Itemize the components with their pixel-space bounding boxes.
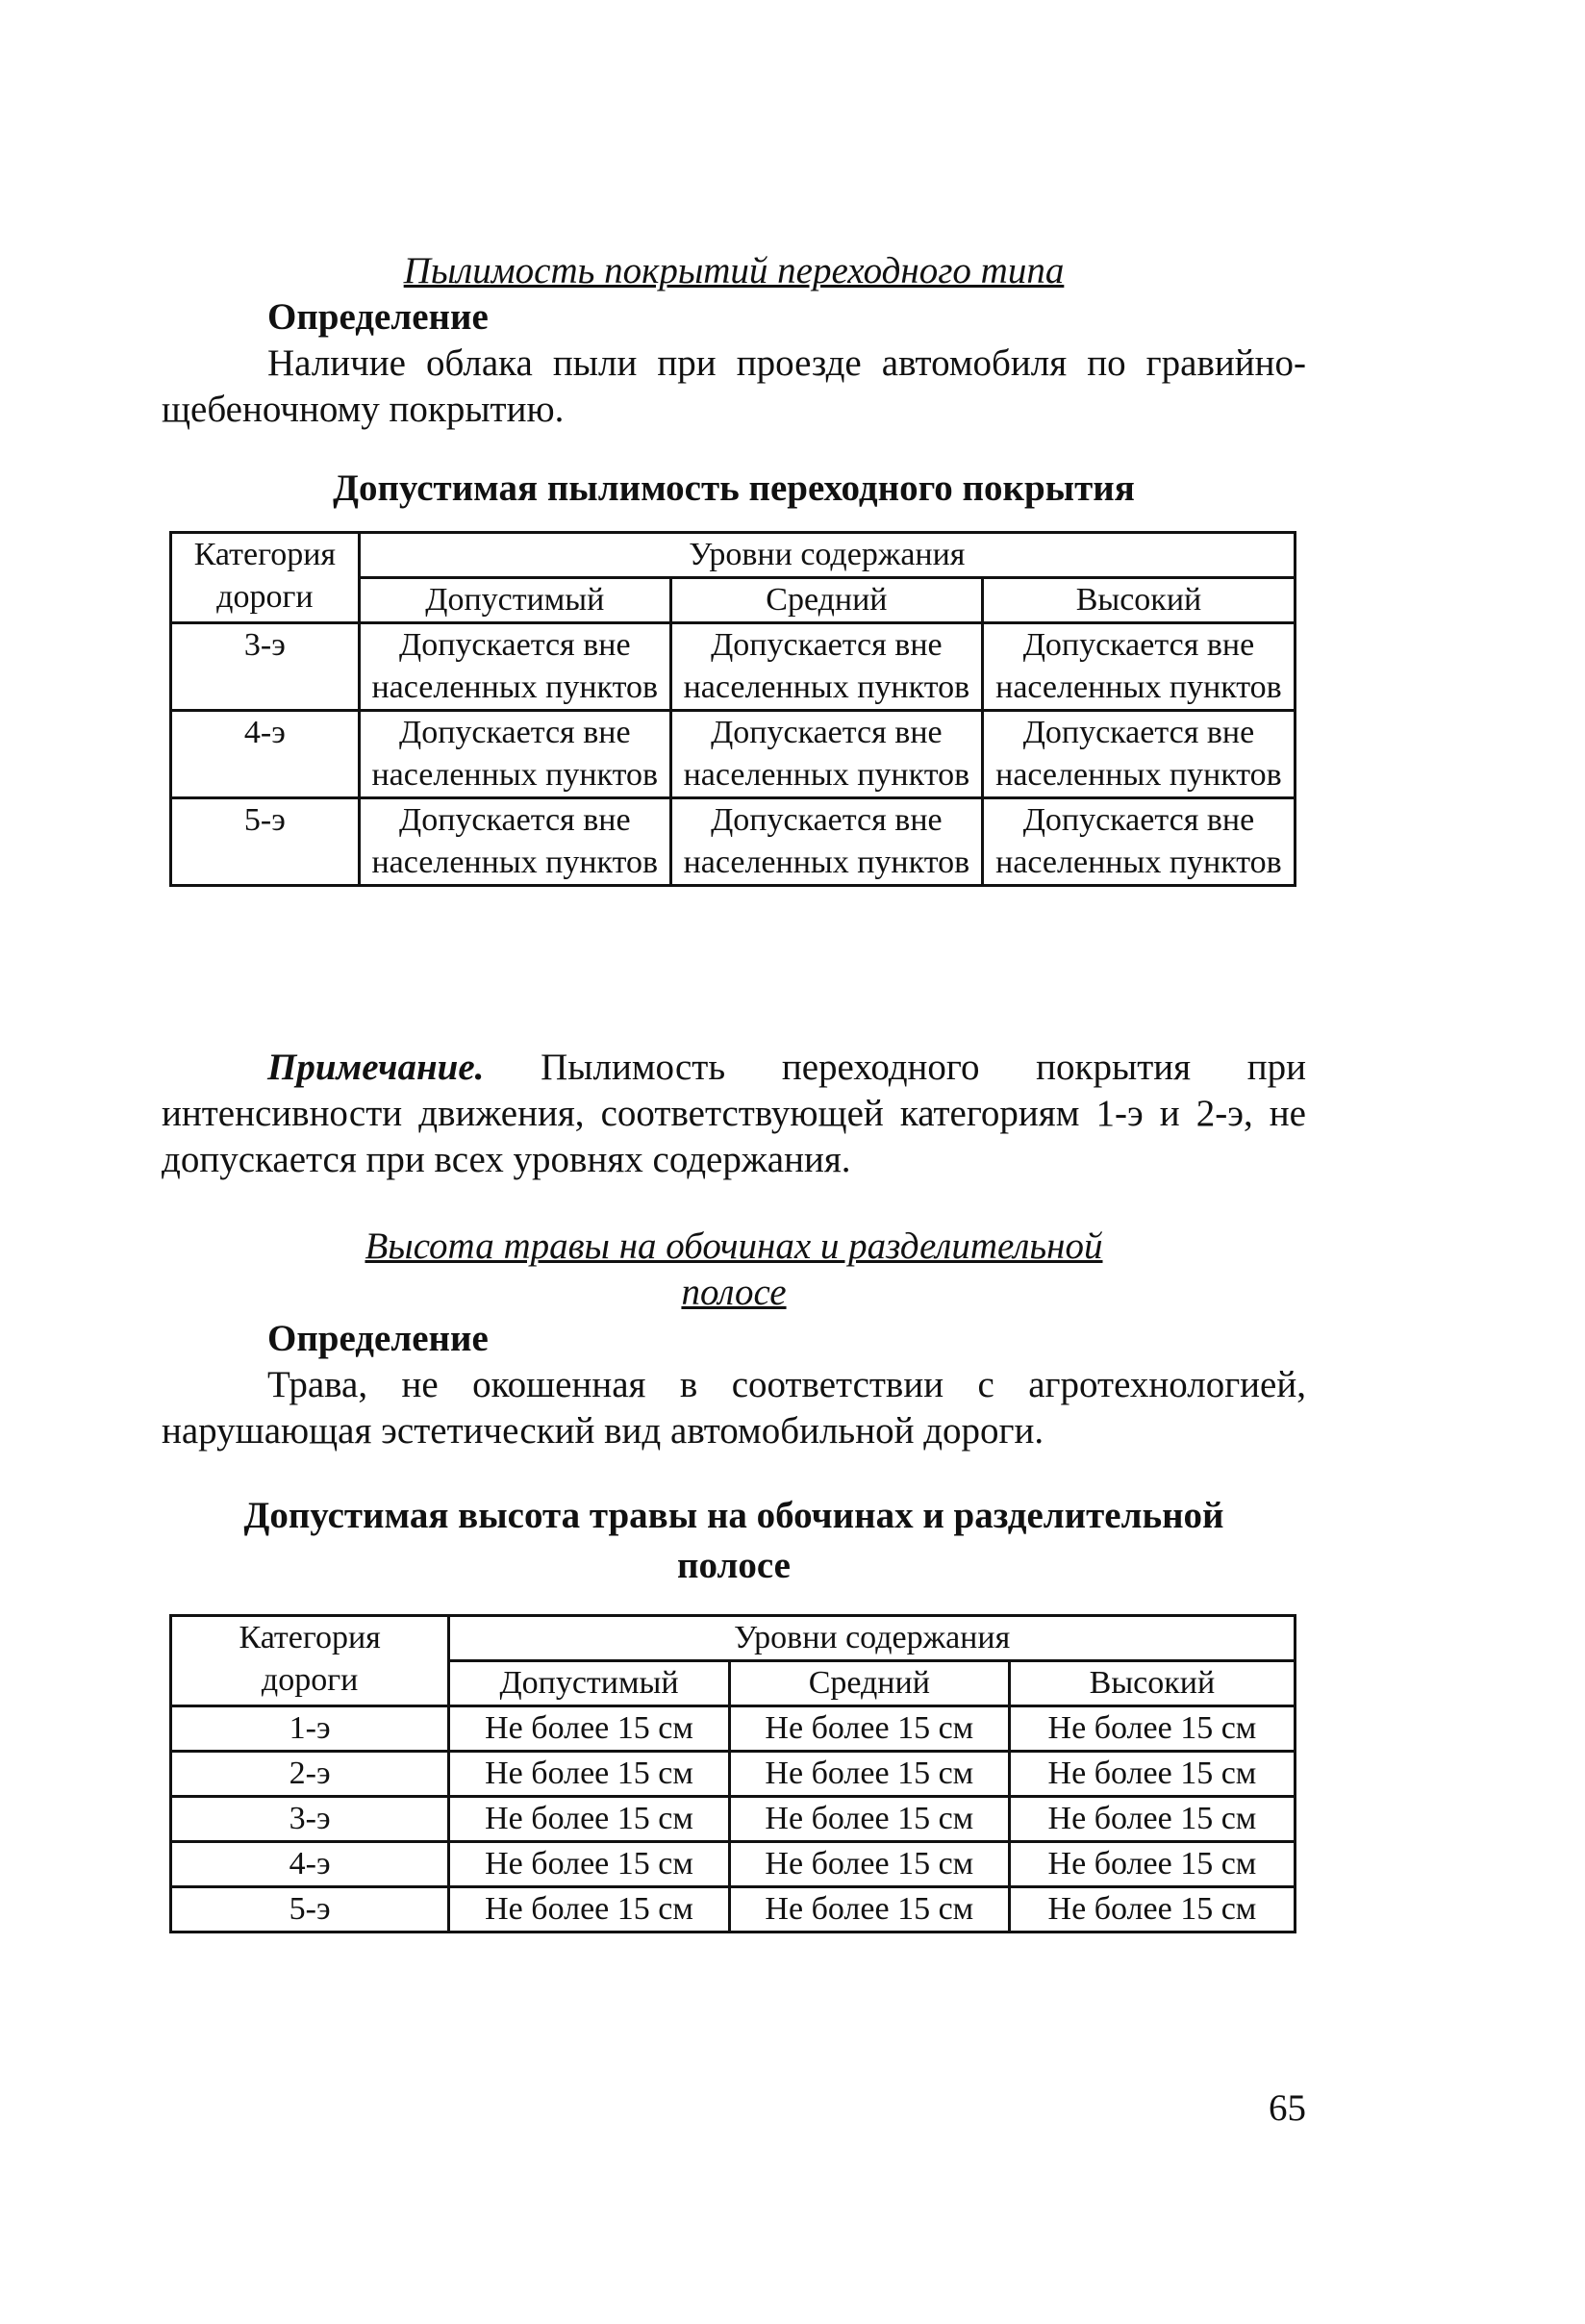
table-cell: Допускается вне населенных пунктов (670, 711, 982, 798)
table-cell: Допускается вне населенных пунктов (359, 711, 670, 798)
table-cell: Не более 15 см (729, 1797, 1009, 1842)
section-title-grass-line2: полосе (681, 1272, 787, 1313)
grass-height-table (169, 1614, 1296, 1933)
table-title-grass-line1: Допустимая высота травы на обочинах и разделительной (243, 1495, 1224, 1536)
column-header: Допустимый (449, 1661, 729, 1706)
table-cell: Не более 15 см (729, 1752, 1009, 1797)
category-cell: 2-э (171, 1752, 449, 1797)
levels-header: Уровни содержания (359, 533, 1295, 578)
table-row (171, 711, 1296, 798)
table-row (171, 1706, 1296, 1752)
table-cell: Допускается вне населенных пунктов (982, 711, 1295, 798)
table-title-dustiness: Допустимая пылимость переходного покрытия (333, 467, 1135, 509)
dustiness-table (169, 531, 1296, 887)
table-cell: Допускается вне населенных пунктов (359, 798, 670, 886)
category-header-line1: Категория (193, 537, 337, 572)
definition-label: Определение (267, 296, 489, 338)
column-header: Высокий (982, 578, 1295, 623)
category-cell: 5-э (171, 1887, 449, 1932)
note-label: Примечание. (267, 1047, 485, 1088)
table-cell: Не более 15 см (1009, 1706, 1295, 1752)
table-cell: Не более 15 см (449, 1887, 729, 1932)
table-header-row (171, 533, 1296, 578)
column-header: Высокий (1009, 1661, 1295, 1706)
category-header-line2: дороги (261, 1662, 359, 1698)
table-cell: Не более 15 см (729, 1887, 1009, 1932)
table-header-row (171, 1616, 1296, 1661)
table-row (171, 798, 1296, 886)
category-cell: 3-э (171, 623, 360, 711)
note-paragraph (162, 1045, 1306, 1183)
table-cell: Допускается вне населенных пунктов (670, 623, 982, 711)
table-title-grass-line2: полосе (677, 1545, 791, 1586)
note-text: Пылимость переходного покрытия при интенсивности движения, соответствующей категориям 1-э и 2-э, не допускается при всех уровнях содержания. (162, 1047, 1307, 1180)
table-row (171, 623, 1296, 711)
table-cell: Не более 15 см (449, 1842, 729, 1887)
column-header: Средний (670, 578, 982, 623)
category-header-line1: Категория (239, 1620, 381, 1655)
table-cell: Не более 15 см (1009, 1842, 1295, 1887)
category-header (171, 533, 360, 623)
levels-header: Уровни содержания (449, 1616, 1296, 1661)
category-cell: 3-э (171, 1797, 449, 1842)
table-cell: Не более 15 см (729, 1842, 1009, 1887)
table-cell: Допускается вне населенных пунктов (359, 623, 670, 711)
table-row (171, 1842, 1296, 1887)
definition-text: Трава, не окошенная в соответствии с агротехнологией, нарушающая эстетический вид автомобильной дороги. (162, 1364, 1306, 1452)
table-cell: Допускается вне населенных пунктов (982, 798, 1295, 886)
table-cell: Не более 15 см (449, 1752, 729, 1797)
category-cell: 4-э (171, 711, 360, 798)
table-row (171, 1752, 1296, 1797)
category-header-line2: дороги (216, 579, 314, 615)
section-title-dustiness: Пылимость покрытий переходного типа (403, 250, 1065, 291)
document-page (162, 0, 1306, 2324)
page-number: 65 (1269, 2087, 1306, 2129)
table-cell: Не более 15 см (729, 1706, 1009, 1752)
column-header: Допустимый (359, 578, 670, 623)
table-cell: Допускается вне населенных пунктов (670, 798, 982, 886)
column-header: Средний (729, 1661, 1009, 1706)
definition-label: Определение (267, 1318, 489, 1359)
category-header (171, 1616, 449, 1706)
table-cell: Не более 15 см (1009, 1887, 1295, 1932)
table-cell: Допускается вне населенных пунктов (982, 623, 1295, 711)
section-title-grass-line1: Высота травы на обочинах и разделительной (365, 1225, 1103, 1267)
definition-text: Наличие облака пыли при проезде автомобиля по гравийно-щебеночному покрытию. (162, 342, 1306, 430)
table-cell: Не более 15 см (1009, 1752, 1295, 1797)
table-cell: Не более 15 см (449, 1797, 729, 1842)
category-cell: 5-э (171, 798, 360, 886)
table-row (171, 1887, 1296, 1932)
table-row (171, 1797, 1296, 1842)
category-cell: 4-э (171, 1842, 449, 1887)
table-cell: Не более 15 см (449, 1706, 729, 1752)
table-cell: Не более 15 см (1009, 1797, 1295, 1842)
category-cell: 1-э (171, 1706, 449, 1752)
